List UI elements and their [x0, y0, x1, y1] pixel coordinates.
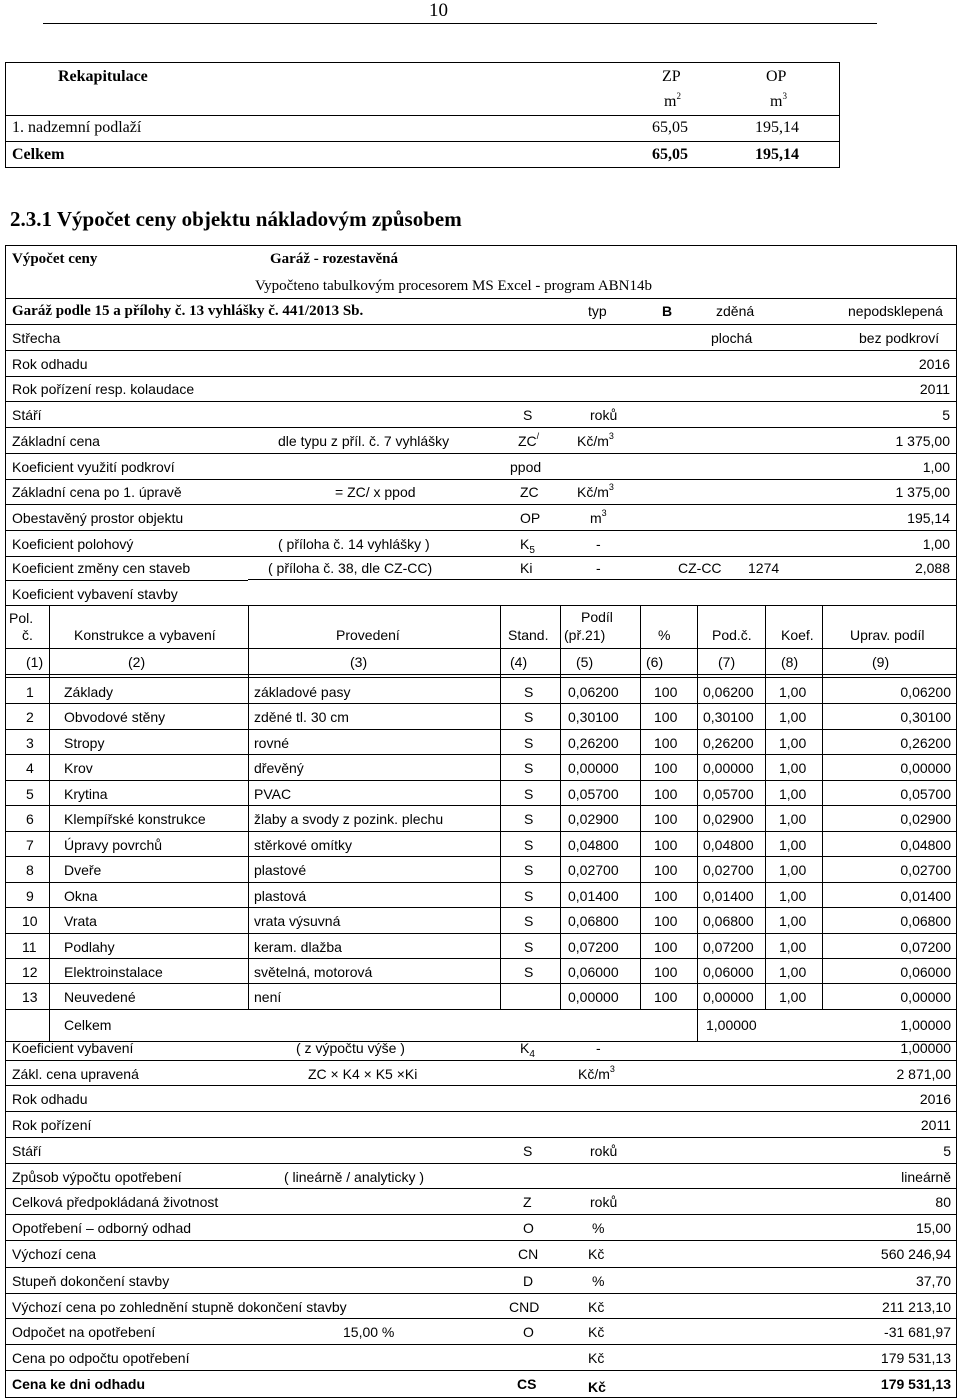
- final-vcz-sym: CND: [509, 1299, 540, 1315]
- final-sd-label: Stupeň dokončení stavby: [12, 1273, 170, 1289]
- cell-s: S: [524, 963, 534, 980]
- cell-pc: 0,01400: [703, 887, 754, 904]
- final-vcz-value: 211 213,10: [881, 1299, 951, 1315]
- kpol-desc: ( příloha č. 14 vyhlášky ): [278, 536, 430, 552]
- op-label: Obestavěný prostor objektu: [12, 510, 184, 526]
- cell-pc: 0,06000: [703, 963, 754, 980]
- th-uprav: Uprav. podíl: [850, 627, 925, 643]
- zakl-cena-unit: $Kč/m^3$: [577, 431, 614, 449]
- cell-prov: plastová: [254, 887, 307, 904]
- cell-u: 0,06000: [900, 963, 951, 980]
- cell-prov: PVAC: [254, 785, 292, 802]
- final-odp-value: -31 681,97: [884, 1324, 951, 1340]
- cell-prov: není: [254, 989, 282, 1006]
- column-number: (7): [718, 654, 736, 670]
- stari-label: Stáří: [12, 407, 42, 423]
- cell-p: 0,01400: [568, 887, 619, 904]
- cell-name: Klempířské konstrukce: [64, 811, 206, 828]
- roof-type: plochá: [711, 330, 753, 346]
- cell-p: 0,06200: [568, 684, 619, 700]
- cell-s: S: [524, 836, 534, 853]
- cell-s: S: [524, 887, 534, 904]
- recap-total-op: 195,14: [755, 146, 799, 163]
- total-total_pc: 1,00000: [706, 1016, 757, 1033]
- stari-unit: roků: [590, 407, 618, 423]
- cell-prov: stěrkové omítky: [254, 836, 353, 853]
- kzc-value: 2,088: [914, 560, 950, 576]
- cell-pct: 100: [654, 785, 678, 802]
- cell-name: Úpravy povrchů: [64, 836, 163, 853]
- cell-name: Okna: [64, 887, 98, 904]
- final-zcu2-unit: $Kč/m^3$: [578, 1064, 615, 1082]
- stari-symbol: S: [523, 407, 533, 423]
- column-number: (5): [576, 654, 594, 670]
- cell-pc: 0,02900: [703, 811, 754, 828]
- cell-p: 0,04800: [568, 836, 619, 853]
- cell-n: 1: [26, 684, 34, 700]
- zakl-cena-desc: dle typu z příl. č. 7 vyhlášky: [278, 433, 450, 449]
- cell-name: Elektroinstalace: [64, 963, 163, 980]
- cell-pc: 0,04800: [703, 836, 754, 853]
- th-pol: Pol.: [9, 610, 34, 626]
- final-kv-unit: -: [596, 1040, 601, 1056]
- kpol-symbol: $K_5$: [520, 536, 535, 556]
- cell-prov: keram. dlažba: [254, 938, 342, 955]
- cell-s: S: [524, 684, 534, 700]
- cell-p: 0,07200: [568, 938, 619, 955]
- cell-s: S: [524, 760, 534, 777]
- basement-type: nepodsklepená: [848, 303, 943, 319]
- zcu-unit: $Kč/m^3$: [577, 482, 614, 500]
- final-rows-a-0-value: 2016: [919, 1091, 951, 1107]
- cell-n: 13: [22, 989, 38, 1006]
- cell-prov: rovné: [254, 734, 290, 751]
- cell-prov: žlaby a svody z pozink. plechu: [254, 811, 444, 828]
- final-ziv-unit: roků: [590, 1194, 618, 1210]
- cell-name: Obvodové stěny: [64, 709, 166, 726]
- recap-row-zp: 65,05: [652, 119, 688, 136]
- recap-unit-op: $m^3$: [770, 91, 787, 110]
- kpol-label: Koeficient polohový: [12, 536, 134, 552]
- th-podc: Pod.č.: [712, 627, 752, 643]
- total-total_u: 1,00000: [900, 1016, 951, 1033]
- cell-s: S: [524, 785, 534, 802]
- cell-pc: 0,00000: [703, 760, 754, 777]
- cell-pc: 0,05700: [703, 785, 754, 802]
- cell-n: 10: [22, 913, 38, 930]
- calc-object: Garáž - rozestavěná: [270, 251, 399, 267]
- final-kv-sym: $K_4$: [520, 1040, 535, 1060]
- final-zpus-label: Způsob výpočtu opotřebení: [12, 1169, 182, 1185]
- recap-col-op: OP: [766, 68, 787, 85]
- cell-k: 1,00: [779, 684, 807, 700]
- rok-odhadu-label: Rok odhadu: [12, 356, 88, 372]
- stari-value: 5: [942, 407, 950, 423]
- cell-pc: 0,26200: [703, 734, 754, 751]
- final-zcu2-value: 2 871,00: [896, 1066, 951, 1082]
- recap-total-label: Celkem: [12, 146, 65, 163]
- cell-k: 1,00: [779, 785, 807, 802]
- cell-pc: 0,02700: [703, 862, 754, 879]
- recap-col-zp: ZP: [662, 68, 681, 85]
- typ-label: typ: [588, 303, 607, 319]
- kzc-unit: -: [596, 560, 601, 576]
- cell-n: 2: [26, 709, 34, 726]
- final-opo-sym: O: [523, 1220, 534, 1236]
- final-ziv-label: Celková předpokládaná životnost: [12, 1194, 219, 1210]
- column-number: (6): [646, 654, 664, 670]
- final-ziv-value: 80: [935, 1194, 951, 1210]
- cell-u: 0,07200: [900, 938, 951, 955]
- zakl-cena-label: Základní cena: [12, 433, 100, 449]
- zcu-label: Základní cena po 1. úpravě: [12, 484, 182, 500]
- final-odp-unit: Kč: [588, 1324, 605, 1340]
- total-total_label: Celkem: [64, 1016, 112, 1033]
- cell-u: 0,00000: [900, 760, 951, 777]
- cell-n: 9: [26, 887, 34, 904]
- section-title: 2.3.1 Výpočet ceny objektu nákladovým způsobem: [10, 207, 462, 231]
- zcu-value: 1 375,00: [895, 484, 950, 500]
- roof-label: Střecha: [12, 330, 61, 346]
- page-number: 10: [429, 0, 448, 21]
- cell-u: 0,26200: [900, 734, 951, 751]
- cell-s: S: [524, 913, 534, 930]
- cell-p: 0,02700: [568, 862, 619, 879]
- cell-p: 0,00000: [568, 989, 619, 1006]
- final-stari-sym: S: [523, 1143, 533, 1159]
- cell-p: 0,02900: [568, 811, 619, 828]
- column-number: (8): [781, 654, 799, 670]
- cell-pct: 100: [654, 989, 678, 1006]
- cell-pct: 100: [654, 836, 678, 853]
- cell-pc: 0,06800: [703, 913, 754, 930]
- column-number: (4): [510, 654, 528, 670]
- final-vcz-label: Výchozí cena po zohlednění stupně dokončení stavby: [12, 1299, 347, 1315]
- cell-s: S: [524, 811, 534, 828]
- cell-u: 0,01400: [900, 887, 951, 904]
- final-vc-sym: CN: [518, 1246, 539, 1262]
- cell-u: 0,30100: [900, 709, 951, 726]
- cell-p: 0,06000: [568, 963, 619, 980]
- cell-pct: 100: [654, 811, 678, 828]
- typ-value: B: [662, 303, 673, 319]
- final-ckd-unit: Kč: [588, 1379, 606, 1395]
- cell-n: 8: [26, 862, 34, 879]
- rok-porizeni-value: 2011: [919, 381, 950, 397]
- final-vc-label: Výchozí cena: [12, 1246, 97, 1262]
- cell-p: 0,00000: [568, 760, 619, 777]
- cell-pct: 100: [654, 887, 678, 904]
- cell-u: 0,06800: [900, 913, 951, 930]
- kzc-desc: ( příloha č. 38, dle CZ-CC): [268, 560, 433, 576]
- cell-pc: 0,07200: [703, 938, 754, 955]
- final-cpo-unit: Kč: [588, 1350, 605, 1366]
- op-unit: $m^3$: [590, 508, 607, 526]
- cell-pct: 100: [654, 684, 678, 700]
- cell-k: 1,00: [779, 913, 807, 930]
- th-konstrukce: Konstrukce a vybavení: [74, 627, 216, 643]
- cell-name: Dveře: [64, 862, 102, 879]
- final-opo-unit: %: [592, 1220, 605, 1236]
- th-podil-ref: (př.21): [564, 627, 606, 643]
- kzc-symbol: Ki: [520, 560, 533, 576]
- cell-u: 0,02700: [900, 862, 951, 879]
- recap-unit-zp: $m^2$: [664, 91, 681, 110]
- recap-row-label: 1. nadzemní podlaží: [12, 119, 142, 136]
- column-number: (3): [350, 654, 368, 670]
- cell-name: Neuvedené: [64, 989, 136, 1006]
- cell-k: 1,00: [779, 760, 807, 777]
- column-number: (9): [872, 654, 890, 670]
- cell-k: 1,00: [779, 734, 807, 751]
- final-odp-pct: 15,00 %: [343, 1324, 395, 1340]
- final-vc-unit: Kč: [588, 1246, 605, 1262]
- final-zcu2-label: Zákl. cena upravená: [12, 1066, 139, 1082]
- cell-pct: 100: [654, 913, 678, 930]
- final-cpo-value: 179 531,13: [880, 1350, 951, 1366]
- th-provedeni: Provedení: [336, 627, 400, 643]
- final-vcz-unit: Kč: [588, 1299, 605, 1315]
- cell-n: 5: [26, 785, 34, 802]
- final-opo-value: 15,00: [915, 1220, 951, 1236]
- th-koef: Koef.: [781, 627, 814, 643]
- zcu-desc: = ZC/ x ppod: [335, 484, 416, 500]
- cell-name: Krytina: [64, 785, 108, 802]
- cell-n: 6: [26, 811, 34, 828]
- recap-total-zp: 65,05: [652, 146, 688, 163]
- final-sd-value: 37,70: [915, 1273, 951, 1289]
- cell-name: Krov: [64, 760, 93, 777]
- calc-law: Garáž podle 15 a přílohy č. 13 vyhlášky č. 441/2013 Sb.: [12, 303, 364, 319]
- kzc-label: Koeficient změny cen staveb: [12, 560, 191, 576]
- cell-prov: světelná, motorová: [254, 963, 373, 980]
- cell-s: S: [524, 938, 534, 955]
- op-symbol: OP: [520, 510, 541, 526]
- kvp-value: 1,00: [922, 459, 950, 475]
- final-odp-label: Odpočet na opotřebení: [12, 1324, 156, 1340]
- header-rule: [43, 23, 877, 24]
- kzc-cc-value: 1274: [748, 560, 780, 576]
- final-kv-desc: ( z výpočtu výše ): [296, 1040, 405, 1056]
- cell-u: 0,06200: [900, 684, 951, 700]
- cell-k: 1,00: [779, 709, 807, 726]
- cell-k: 1,00: [779, 887, 807, 904]
- th-stand: Stand.: [508, 627, 549, 643]
- recap-row-op: 195,14: [755, 119, 799, 136]
- kvp-symbol: ppod: [510, 459, 542, 475]
- final-rows-a-1-value: 2011: [920, 1117, 951, 1133]
- final-opo-label: Opotřebení – odborný odhad: [12, 1220, 192, 1236]
- th-podil: Podíl: [581, 609, 613, 625]
- cell-s: S: [524, 734, 534, 751]
- cell-pct: 100: [654, 862, 678, 879]
- wall-type: zděná: [716, 303, 755, 319]
- final-stari-value: 5: [943, 1143, 951, 1159]
- op-value: 195,14: [907, 510, 950, 526]
- cell-prov: vrata výsuvná: [254, 913, 341, 930]
- cell-p: 0,06800: [568, 913, 619, 930]
- final-stari-unit: roků: [590, 1143, 618, 1159]
- cell-u: 0,00000: [900, 989, 951, 1006]
- kpol-unit: -: [596, 536, 601, 552]
- cell-u: 0,04800: [900, 836, 951, 853]
- final-odp-sym: O: [523, 1324, 534, 1340]
- rok-odhadu-value: 2016: [918, 356, 950, 372]
- final-cpo-label: Cena po odpočtu opotřebení: [12, 1350, 190, 1366]
- cell-prov: základové pasy: [254, 684, 351, 700]
- kvp-label: Koeficient využití podkroví: [12, 459, 175, 475]
- calc-label: Výpočet ceny: [12, 251, 98, 267]
- cell-n: 3: [26, 734, 34, 751]
- recap-title: Rekapitulace: [58, 68, 148, 85]
- cell-name: Vrata: [64, 913, 97, 930]
- cell-k: 1,00: [779, 963, 807, 980]
- cell-n: 4: [26, 760, 34, 777]
- zakl-cena-value: 1 375,00: [895, 433, 950, 449]
- final-rows-a-0-label: Rok odhadu: [12, 1091, 88, 1107]
- attic-type: bez podkroví: [859, 330, 940, 346]
- cell-u: 0,05700: [900, 785, 951, 802]
- cell-pct: 100: [654, 734, 678, 751]
- final-kv-value: 1,00000: [900, 1040, 951, 1056]
- final-stari-label: Stáří: [12, 1143, 42, 1159]
- cell-k: 1,00: [779, 938, 807, 955]
- cell-name: Stropy: [64, 734, 105, 751]
- final-ckd-value: 179 531,13: [880, 1376, 951, 1392]
- cell-s: S: [524, 709, 534, 726]
- cell-s: S: [524, 862, 534, 879]
- cell-k: 1,00: [779, 811, 807, 828]
- calc-software: Vypočteno tabulkovým procesorem MS Excel - program ABN14b: [255, 278, 653, 294]
- cell-pc: 0,06200: [703, 684, 754, 700]
- final-rows-a-1-label: Rok pořízení: [12, 1117, 92, 1133]
- column-number: (1): [26, 654, 44, 670]
- cell-prov: zděné tl. 30 cm: [254, 709, 349, 726]
- cell-pct: 100: [654, 938, 678, 955]
- cell-n: 12: [22, 963, 38, 980]
- final-ckd-sym: CS: [517, 1376, 537, 1392]
- kzc-cc: CZ-CC: [678, 560, 722, 576]
- final-ziv-sym: Z: [523, 1194, 532, 1210]
- th-pct: %: [658, 627, 671, 643]
- zcu-symbol: ZC: [520, 484, 539, 500]
- kvyb-label: Koeficient vybavení stavby: [12, 586, 178, 602]
- rok-porizeni-label: Rok pořízení resp. kolaudace: [12, 381, 195, 397]
- cell-p: 0,30100: [568, 709, 619, 726]
- final-sd-unit: %: [592, 1273, 605, 1289]
- cell-k: 1,00: [779, 836, 807, 853]
- final-zcu2-desc: ZC × K4 × K5 ×Ki: [308, 1066, 418, 1082]
- cell-k: 1,00: [779, 989, 807, 1006]
- cell-p: 0,26200: [568, 734, 619, 751]
- th-c: č.: [22, 627, 33, 643]
- final-sd-sym: D: [523, 1273, 534, 1289]
- cell-pc: 0,30100: [703, 709, 754, 726]
- final-ckd-label: Cena ke dni odhadu: [12, 1376, 146, 1392]
- cell-pct: 100: [654, 760, 678, 777]
- final-zpus-value: lineárně: [901, 1169, 951, 1185]
- cell-pct: 100: [654, 709, 678, 726]
- cell-pc: 0,00000: [703, 989, 754, 1006]
- cell-p: 0,05700: [568, 785, 619, 802]
- cell-n: 11: [22, 938, 37, 955]
- cell-name: Podlahy: [64, 938, 115, 955]
- cell-k: 1,00: [779, 862, 807, 879]
- kpol-value: 1,00: [922, 536, 950, 552]
- zakl-cena-symbol: ZC/: [518, 431, 540, 449]
- final-kv-label: Koeficient vybavení: [12, 1040, 134, 1056]
- cell-u: 0,02900: [900, 811, 951, 828]
- column-number: (2): [128, 654, 146, 670]
- final-vc-value: 560 246,94: [880, 1246, 951, 1262]
- final-zpus-desc: ( lineárně / analyticky ): [284, 1169, 425, 1185]
- cell-pct: 100: [654, 963, 678, 980]
- cell-prov: dřevěný: [254, 760, 304, 777]
- cell-name: Základy: [64, 684, 114, 700]
- cell-prov: plastové: [254, 862, 307, 879]
- cell-n: 7: [26, 836, 34, 853]
